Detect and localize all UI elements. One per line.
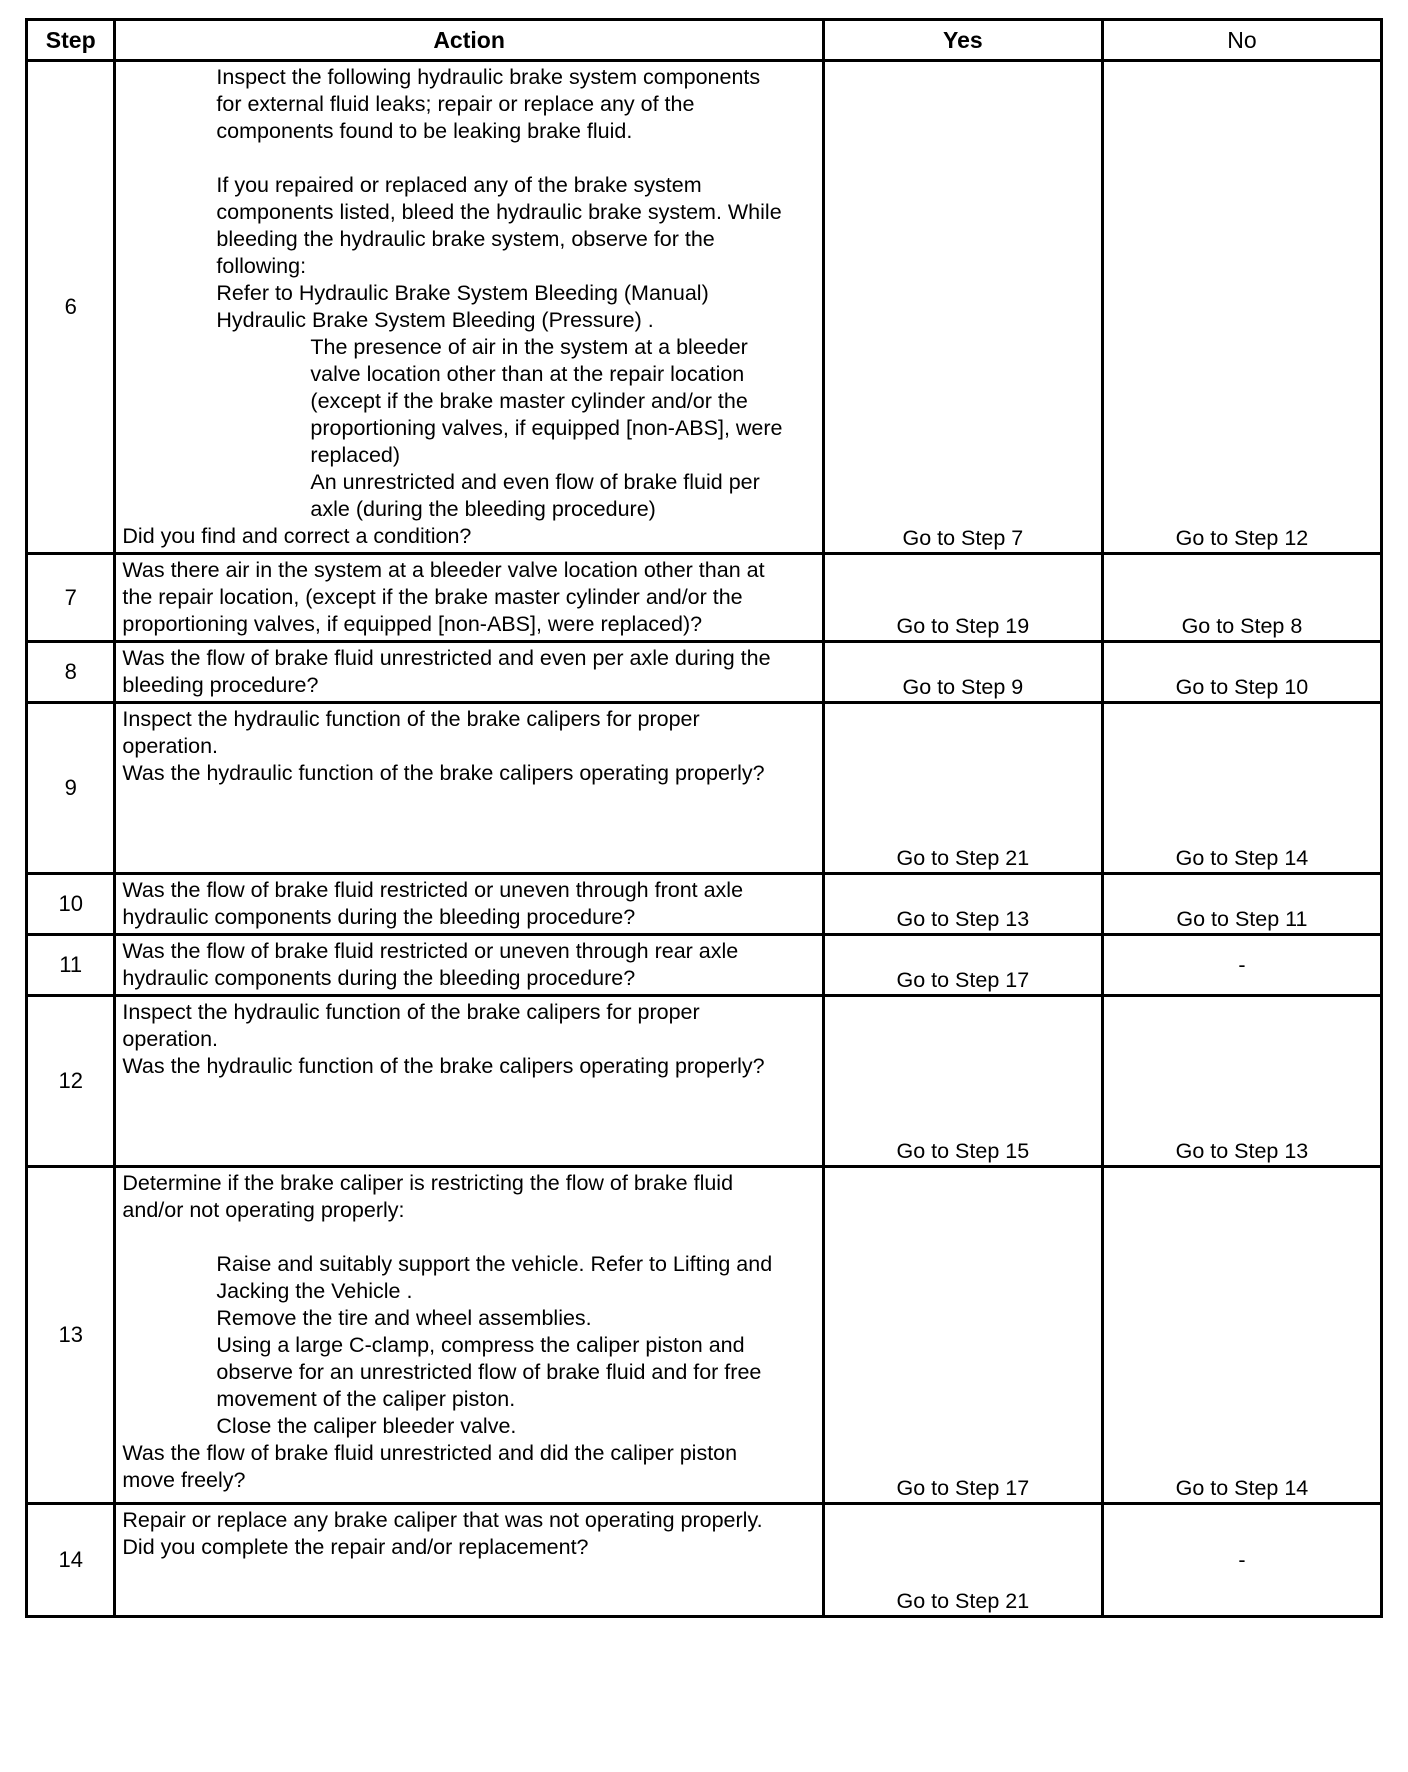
table-row — [27, 554, 1382, 642]
action-line: operation. — [122, 1027, 219, 1051]
bullet-line: Jacking the Vehicle . — [216, 1279, 413, 1303]
action-line: for external fluid leaks; repair or replace any of the — [216, 92, 695, 116]
bullet-line: replaced) — [310, 443, 401, 467]
step-number: 10 — [27, 874, 115, 935]
bullet-line: Raise and suitably support the vehicle. Refer to Lifting and — [216, 1252, 773, 1276]
action-line: Inspect the hydraulic function of the brake calipers for proper — [122, 1000, 700, 1024]
bullet-line: Using a large C-clamp, compress the caliper piston and — [216, 1333, 745, 1357]
bullet-line: movement of the caliper piston. — [216, 1387, 516, 1411]
header-no: No — [1102, 20, 1381, 61]
action-cell — [115, 1504, 823, 1617]
table-row — [27, 996, 1382, 1167]
action-line: components listed, bleed the hydraulic brake system. While — [216, 200, 782, 224]
question: hydraulic components during the bleeding procedure? — [122, 905, 636, 929]
table-row — [27, 874, 1382, 935]
yes-cell: Go to Step 19 — [823, 554, 1102, 642]
no-cell: Go to Step 11 — [1102, 874, 1381, 935]
question: Was the flow of brake fluid restricted or uneven through rear axle — [122, 939, 739, 963]
no-cell: - — [1102, 1504, 1381, 1617]
action-cell — [115, 703, 823, 874]
action-line: Inspect the following hydraulic brake system components — [216, 65, 761, 89]
no-cell: Go to Step 12 — [1102, 61, 1381, 554]
yes-cell: Go to Step 17 — [823, 1167, 1102, 1504]
step-number: 14 — [27, 1504, 115, 1617]
action-cell — [115, 642, 823, 703]
diagnostic-table — [25, 18, 1383, 1618]
yes-cell: Go to Step 17 — [823, 935, 1102, 996]
question: proportioning valves, if equipped [non-ABS], were replaced)? — [122, 612, 703, 636]
step-number: 7 — [27, 554, 115, 642]
step-number: 9 — [27, 703, 115, 874]
yes-cell: Go to Step 15 — [823, 996, 1102, 1167]
action-line: Refer to Hydraulic Brake System Bleeding (Manual) — [216, 281, 709, 305]
action-line: If you repaired or replaced any of the brake system — [216, 173, 702, 197]
action-line: Determine if the brake caliper is restricting the flow of brake fluid — [122, 1171, 734, 1195]
yes-cell: Go to Step 13 — [823, 874, 1102, 935]
table-row — [27, 1167, 1382, 1504]
action-cell — [115, 874, 823, 935]
action-line: Hydraulic Brake System Bleeding (Pressure) . — [216, 308, 654, 332]
bullet-line: An unrestricted and even flow of brake fluid per — [310, 470, 760, 494]
bullet-line: axle (during the bleeding procedure) — [310, 497, 656, 521]
bullet-line: Close the caliper bleeder valve. — [216, 1414, 517, 1438]
action-line: Repair or replace any brake caliper that was not operating properly. — [122, 1508, 763, 1532]
action-line: components found to be leaking brake fluid. — [216, 119, 633, 143]
action-line: and/or not operating properly: — [122, 1198, 405, 1222]
header-row — [27, 20, 1382, 61]
table-row — [27, 642, 1382, 703]
question: Was the hydraulic function of the brake calipers operating properly? — [122, 1054, 765, 1078]
table-row — [27, 703, 1382, 874]
question: the repair location, (except if the brake master cylinder and/or the — [122, 585, 743, 609]
action-line: bleeding the hydraulic brake system, observe for the — [216, 227, 715, 251]
yes-cell: Go to Step 7 — [823, 61, 1102, 554]
header-step: Step — [27, 20, 115, 61]
no-cell: Go to Step 14 — [1102, 703, 1381, 874]
action-cell — [115, 554, 823, 642]
no-cell: Go to Step 14 — [1102, 1167, 1381, 1504]
action-cell — [115, 61, 823, 554]
action-cell — [115, 1167, 823, 1504]
question: move freely? — [122, 1468, 246, 1492]
table-row — [27, 1504, 1382, 1617]
yes-cell: Go to Step 21 — [823, 1504, 1102, 1617]
no-cell: Go to Step 13 — [1102, 996, 1381, 1167]
action-line: Inspect the hydraulic function of the brake calipers for proper — [122, 707, 700, 731]
action-line: operation. — [122, 734, 219, 758]
header-yes: Yes — [823, 20, 1102, 61]
no-cell: Go to Step 10 — [1102, 642, 1381, 703]
step-number: 6 — [27, 61, 115, 554]
yes-cell: Go to Step 21 — [823, 703, 1102, 874]
step-number: 13 — [27, 1167, 115, 1504]
bullet-line: observe for an unrestricted flow of brake fluid and for free — [216, 1360, 762, 1384]
bullet-line: Remove the tire and wheel assemblies. — [216, 1306, 592, 1330]
header-action: Action — [115, 20, 823, 61]
question: Was the flow of brake fluid unrestricted and did the caliper piston — [122, 1441, 738, 1465]
no-cell: Go to Step 8 — [1102, 554, 1381, 642]
bullet-line: The presence of air in the system at a bleeder — [310, 335, 748, 359]
question: Was the flow of brake fluid restricted or uneven through front axle — [122, 878, 744, 902]
question: Did you find and correct a condition? — [122, 524, 472, 548]
action-line: following: — [216, 254, 307, 278]
question: Was the hydraulic function of the brake calipers operating properly? — [122, 761, 765, 785]
action-cell — [115, 935, 823, 996]
action-cell — [115, 996, 823, 1167]
bullet-line: valve location other than at the repair location — [310, 362, 745, 386]
yes-cell: Go to Step 9 — [823, 642, 1102, 703]
no-cell: - — [1102, 935, 1381, 996]
bullet-line: (except if the brake master cylinder and/or the — [310, 389, 748, 413]
step-number: 8 — [27, 642, 115, 703]
table-row — [27, 935, 1382, 996]
question: bleeding procedure? — [122, 673, 319, 697]
question: Did you complete the repair and/or replacement? — [122, 1535, 589, 1559]
step-number: 12 — [27, 996, 115, 1167]
step-number: 11 — [27, 935, 115, 996]
question: Was the flow of brake fluid unrestricted and even per axle during the — [122, 646, 771, 670]
question: Was there air in the system at a bleeder valve location other than at — [122, 558, 765, 582]
bullet-line: proportioning valves, if equipped [non-ABS], were — [310, 416, 783, 440]
table-row — [27, 61, 1382, 554]
question: hydraulic components during the bleeding procedure? — [122, 966, 636, 990]
